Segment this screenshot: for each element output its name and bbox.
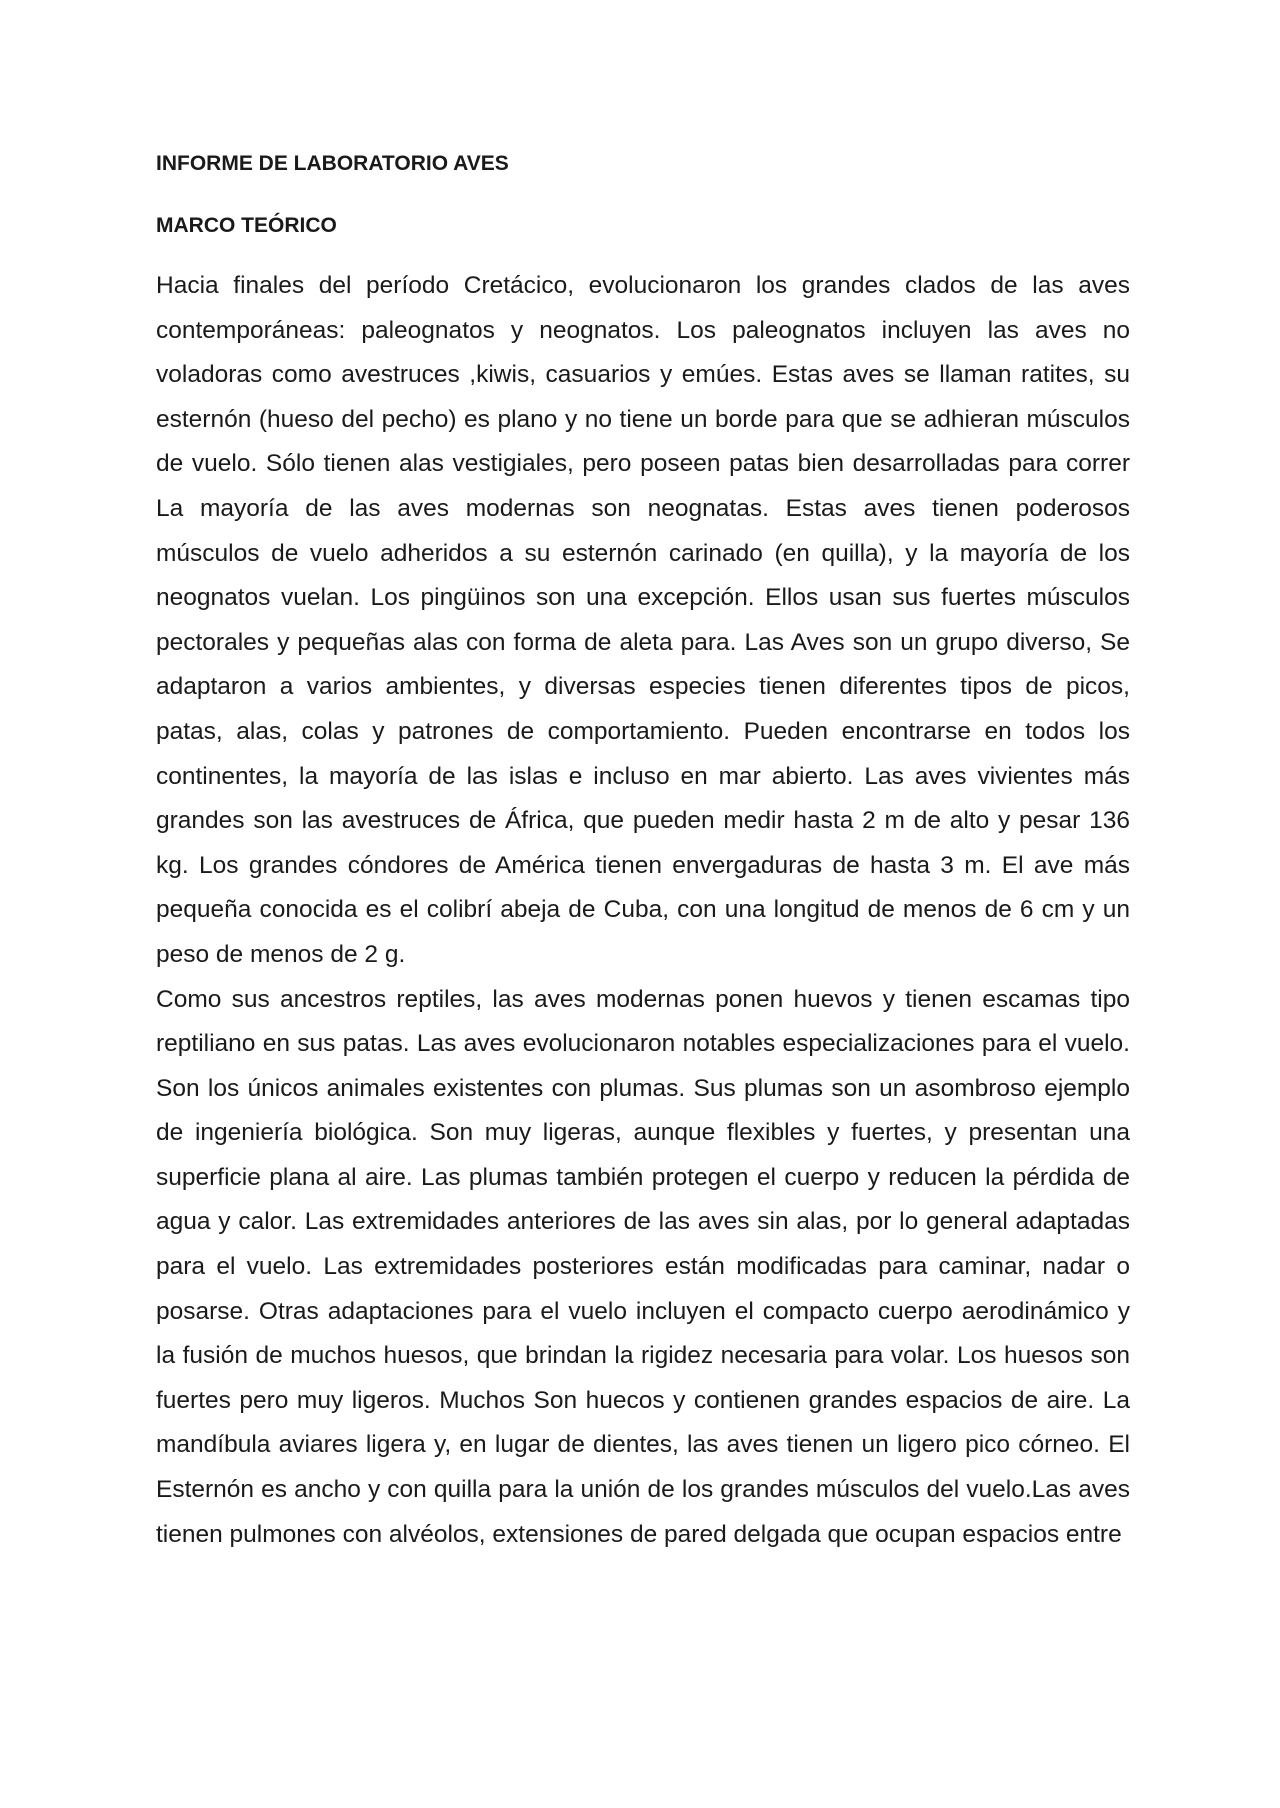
section-heading-marco-teorico: MARCO TEÓRICO: [156, 214, 337, 237]
document-title: INFORME DE LABORATORIO AVES: [156, 152, 509, 175]
paragraph-2: Como sus ancestros reptiles, las aves modernas ponen huevos y tienen escamas tipo reptiliano en sus patas. Las aves evolucionaron notables especializaciones para el vuelo. Son los únicos animales existentes con plumas. Sus plumas son un asombroso ejemplo de ingeniería biológica. Son muy ligeras, aunque flexibles y fuertes, y presentan una superficie plana al aire. Las plumas también protegen el cuerpo y reducen la pérdida de agua y calor. Las extremidades anteriores de las aves sin alas, por lo general adaptadas para el vuelo. Las extremidades posteriores están modificadas para caminar, nadar o posarse. Otras adaptaciones para el vuelo incluyen el compacto cuerpo aerodinámico y la fusión de muchos huesos, que brindan la rigidez necesaria para volar. Los huesos son fuertes pero muy ligeros. Muchos Son huecos y contienen grandes espacios de aire. La mandíbula aviares ligera y, en lugar de dientes, las aves tienen un ligero pico córneo. El Esternón es ancho y con quilla para la unión de los grandes músculos del vuelo.Las aves tienen pulmones con alvéolos, extensiones de pared delgada que ocupan espacios entre: [156, 985, 1130, 1548]
document-page: [156, 150, 1130, 1557]
paragraph-1: Hacia finales del período Cretácico, evolucionaron los grandes clados de las aves contemporáneas: paleognatos y neognatos. Los paleognatos incluyen las aves no voladoras como avestruces ,kiwis, casuarios y emúes. Estas aves se llaman ratites, su esternón (hueso del pecho) es plano y no tiene un borde para que se adhieran músculos de vuelo. Sólo tienen alas vestigiales, pero poseen patas bien desarrolladas para correr La mayoría de las aves modernas son neognatas. Estas aves tienen poderosos músculos de vuelo adheridos a su esternón carinado (en quilla), y la mayoría de los neognatos vuelan. Los pingüinos son una excepción. Ellos usan sus fuertes músculos pectorales y pequeñas alas con forma de aleta para. Las Aves son un grupo diverso, Se adaptaron a varios ambientes, y diversas especies tienen diferentes tipos de picos, patas, alas, colas y patrones de comportamiento. Pueden encontrarse en todos los continentes, la mayoría de las islas e incluso en mar abierto. Las aves vivientes más grandes son las avestruces de África, que pueden medir hasta 2 m de alto y pesar 136 kg. Los grandes cóndores de América tienen envergaduras de hasta 3 m. El ave más pequeña conocida es el colibrí abeja de Cuba, con una longitud de menos de 6 cm y un peso de menos de 2 g.: [156, 272, 1130, 968]
